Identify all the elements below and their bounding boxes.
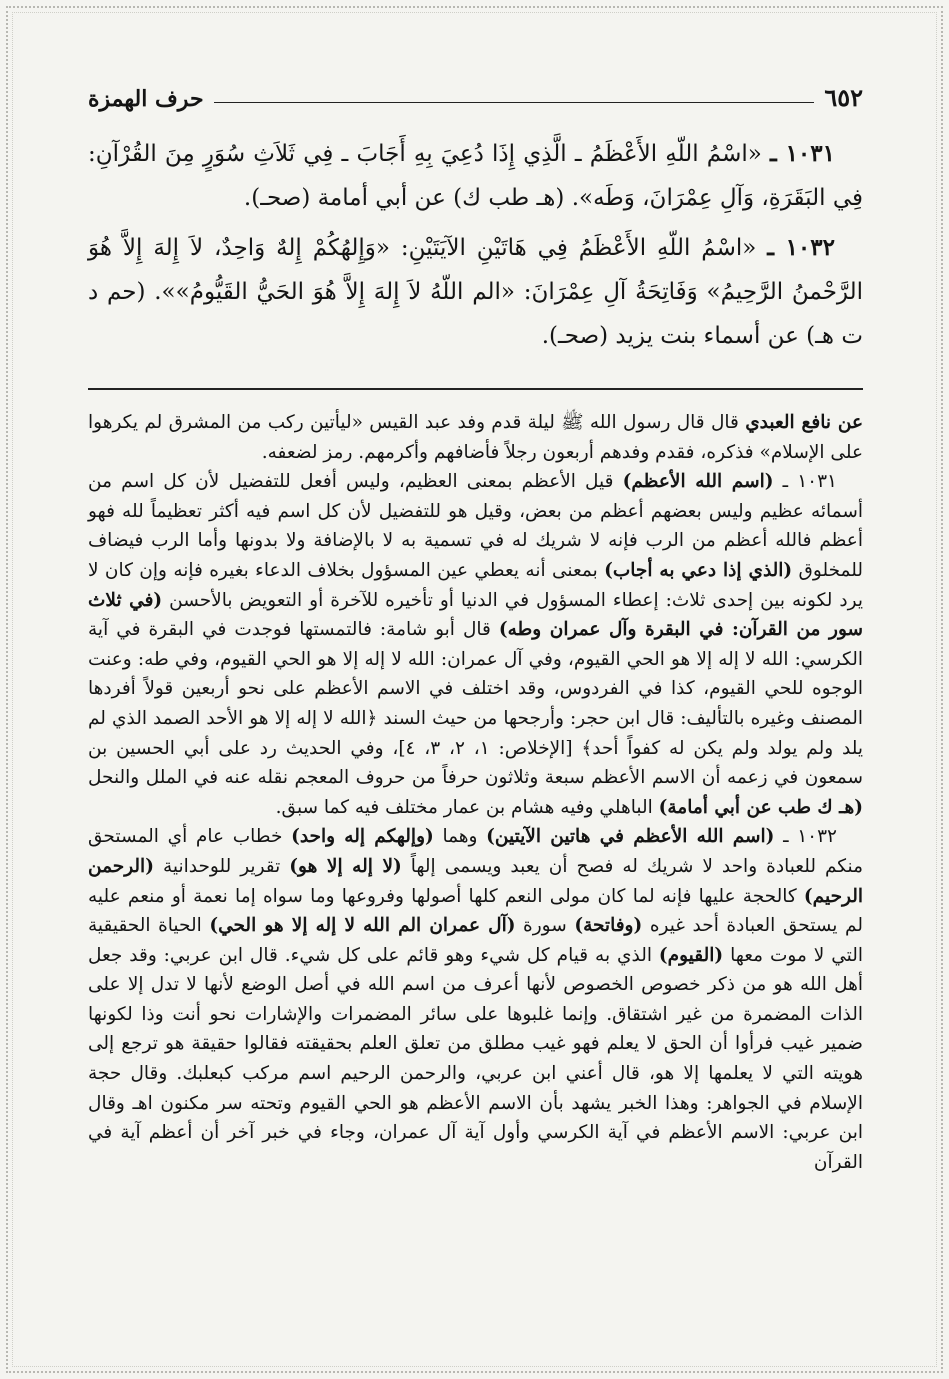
commentary-text: خطاب عام أي المستحق منكم للعبادة واحد لا شريك له فصح أن يعبد ويسمى إلهاً [88,826,863,877]
commentary-quote: (لا إله إلا هو) [289,855,402,877]
commentary-number: ١٠٣١ ـ [782,471,837,493]
commentary-lead: عن نافع العبدي [745,412,864,433]
commentary-text: الباهلي وفيه هشام بن عمار مختلف فيه كما سبق. [275,796,659,818]
commentary-text: وهما [433,826,487,848]
hadith-section [88,132,863,364]
hadith-1032 [88,226,863,358]
page-number: ٦٥٢ [824,83,863,112]
commentary-quote: (الذي إذا دعي به أجاب) [604,559,793,581]
commentary-continuation [88,408,863,467]
commentary-quote: (وفاتحة) [574,915,643,937]
commentary-1032 [88,822,863,1177]
hadith-number: ١٠٣١ ـ [769,140,835,167]
commentary-text: تقرير للوحدانية [153,855,290,877]
commentary-number: ١٠٣٢ ـ [783,826,837,848]
commentary-text: قال قال رسول الله ﷺ ليلة قدم وفد عبد القيس «ليأتين ركب من المشرق لم يكرهوا على الإسلام» فذكره، فقدم وفدهم أربعون رجلاً فأضافهم وأكرمهم. رمز لضعفه. [88,412,863,463]
commentary-quote: (في ثلاث سور من القرآن: في البقرة وآل عمران وطه) [88,589,863,641]
commentary-text: كالحجة عليها فإنه لما كان مولى النعم كلها أصولها وفروعها وما سواه إما نعمة أو منعم عليه لم يستحق العبادة أحد غيره [88,885,863,937]
commentary-text: قال أبو شامة: فالتمستها فوجدت في البقرة في آية الكرسي: الله لا إله إلا هو الحي القيوم، وفي آل عمران: الله لا إله إلا هو الحي القيوم، وفي طه: وعنت الوجوه للحي القيوم، كذا في الفردوس، وقد اختلف في الاسم الأعظم على نحو أربعين قولاً أفردها المصنف وغيره بالتأليف: قال ابن حجر: وأرجحها من حيث السند ﴿الله لا إله إلا هو الأحد الصمد الذي لم يلد ولم يولد ولم يكن له كفواً أحد﴾ [الإخلاص: ١، ٢، ٣، ٤]، وفي الحديث رد على أبي الحسين بن سمعون في زعمه أن الاسم الأعظم سبعة وثلاثون حرفاً من حروف المعجم نقله عنه في الملل والنحل [88,619,863,789]
commentary-text: قيل الأعظم بمعنى العظيم، وليس أفعل للتفضيل لأن كل اسم من أسمائه عظيم وليس بعضهم أعظم من بعض، وقيل هو للتفضيل لأن كل اسم فيه أكثر تعظيماً لله فهو أعظم فالله أعظم من الرب فإنه لا شريك له في تسمية به لا بالإضافة ولا بدونها وأما الرب فيضاف للمخلوق [88,471,863,581]
commentary-text: بمعنى أنه يعطي عين المسؤول بخلاف الدعاء بغيره فإنه وإن كان لا يرد لكونه بين إحدى ثلاث: إعطاء المسؤول في الدنيا أو تأخيره للآخرة أو التعويض بالأحسن [88,559,864,611]
hadith-1031 [88,132,863,220]
commentary-text: سورة [515,915,575,937]
commentary-text: الحياة الحقيقية التي لا موت معها [88,915,863,966]
header-rule [214,102,815,103]
commentary-quote: (الرحمن الرحيم) [88,855,863,907]
commentary-section [88,408,863,1177]
page-header [88,72,863,112]
commentary-quote: (القيوم) [658,944,724,966]
hadith-text: «اسْمُ اللّهِ الأَعْظَمُ فِي هَاتَيْنِ الآيَتَيْنِ: «وَإِلهُكُمْ إِلهٌ وَاحِدٌ، لاَ إِلهَ إِلاَّ هُوَ الرَّحْمنُ الرَّحِيمُ» وَفَاتِحَةُ آلِ عِمْرَانَ: «الم اللّهُ لاَ إِلهَ إِلاَّ هُوَ الحَيُّ القَيُّومُ»». (حم د ت هـ) عن أسماء بنت يزيد (صحـ). [88,235,863,349]
commentary-text: الذي به قيام كل شيء وهو قائم على كل شيء. قال ابن عربي: وقد جعل أهل الله هو من ذكر خصوص الخصوص لأنها أعرف من اسم الله في أصل الوضع لأنها لا تدل إلا على الذات المضمرة من غير اشتقاق. وإنما غلبوها على سائر المضمرات والإشارات نحو أنت وذا لكونها ضمير غيب فرأوا أن الحق لا يعلم فهو غيب مطلق من تعلق العلم بحقيقته فقالوا حقيقة هو ترجع إلى هويته التي لا يعلمها إلا هو، قال أعني ابن عربي، والرحمن الرحيم اسم مركب كبعلبك. وقال حجة الإسلام في الجواهر: وهذا الخبر يشهد بأن الاسم الأعظم هو الحي القيوم وتحته سر مكنون اهـ وقال ابن عربي: الاسم الأعظم في آية الكرسي وأول آية آل عمران، وجاء في خبر آخر أن أعظم آية في القرآن [88,944,863,1173]
commentary-quote: (آل عمران الم الله لا إله إلا هو الحي) [209,915,516,937]
commentary-1031 [88,467,863,822]
commentary-lead: (اسم الله الأعظم في هاتين الآيتين) [486,826,775,848]
commentary-source: (هـ ك طب عن أبي أمامة) [658,796,863,818]
commentary-quote: (وإلهكم إله واحد) [291,826,434,848]
hadith-number: ١٠٣٢ ـ [767,234,835,261]
hadith-text: «اسْمُ اللّهِ الأَعْظَمُ ـ الَّذِي إِذَا دُعِيَ بِهِ أَجَابَ ـ فِي ثَلاَثِ سُوَرٍ مِنَ القُرْآنِ: فِي البَقَرَةِ، وَآلِ عِمْرَانَ، وَطَه». (هـ طب ك) عن أبي أمامة (صحـ). [88,141,863,211]
commentary-lead: (اسم الله الأعظم) [622,471,774,493]
chapter-title: حرف الهمزة [88,86,204,112]
section-divider [88,388,863,390]
